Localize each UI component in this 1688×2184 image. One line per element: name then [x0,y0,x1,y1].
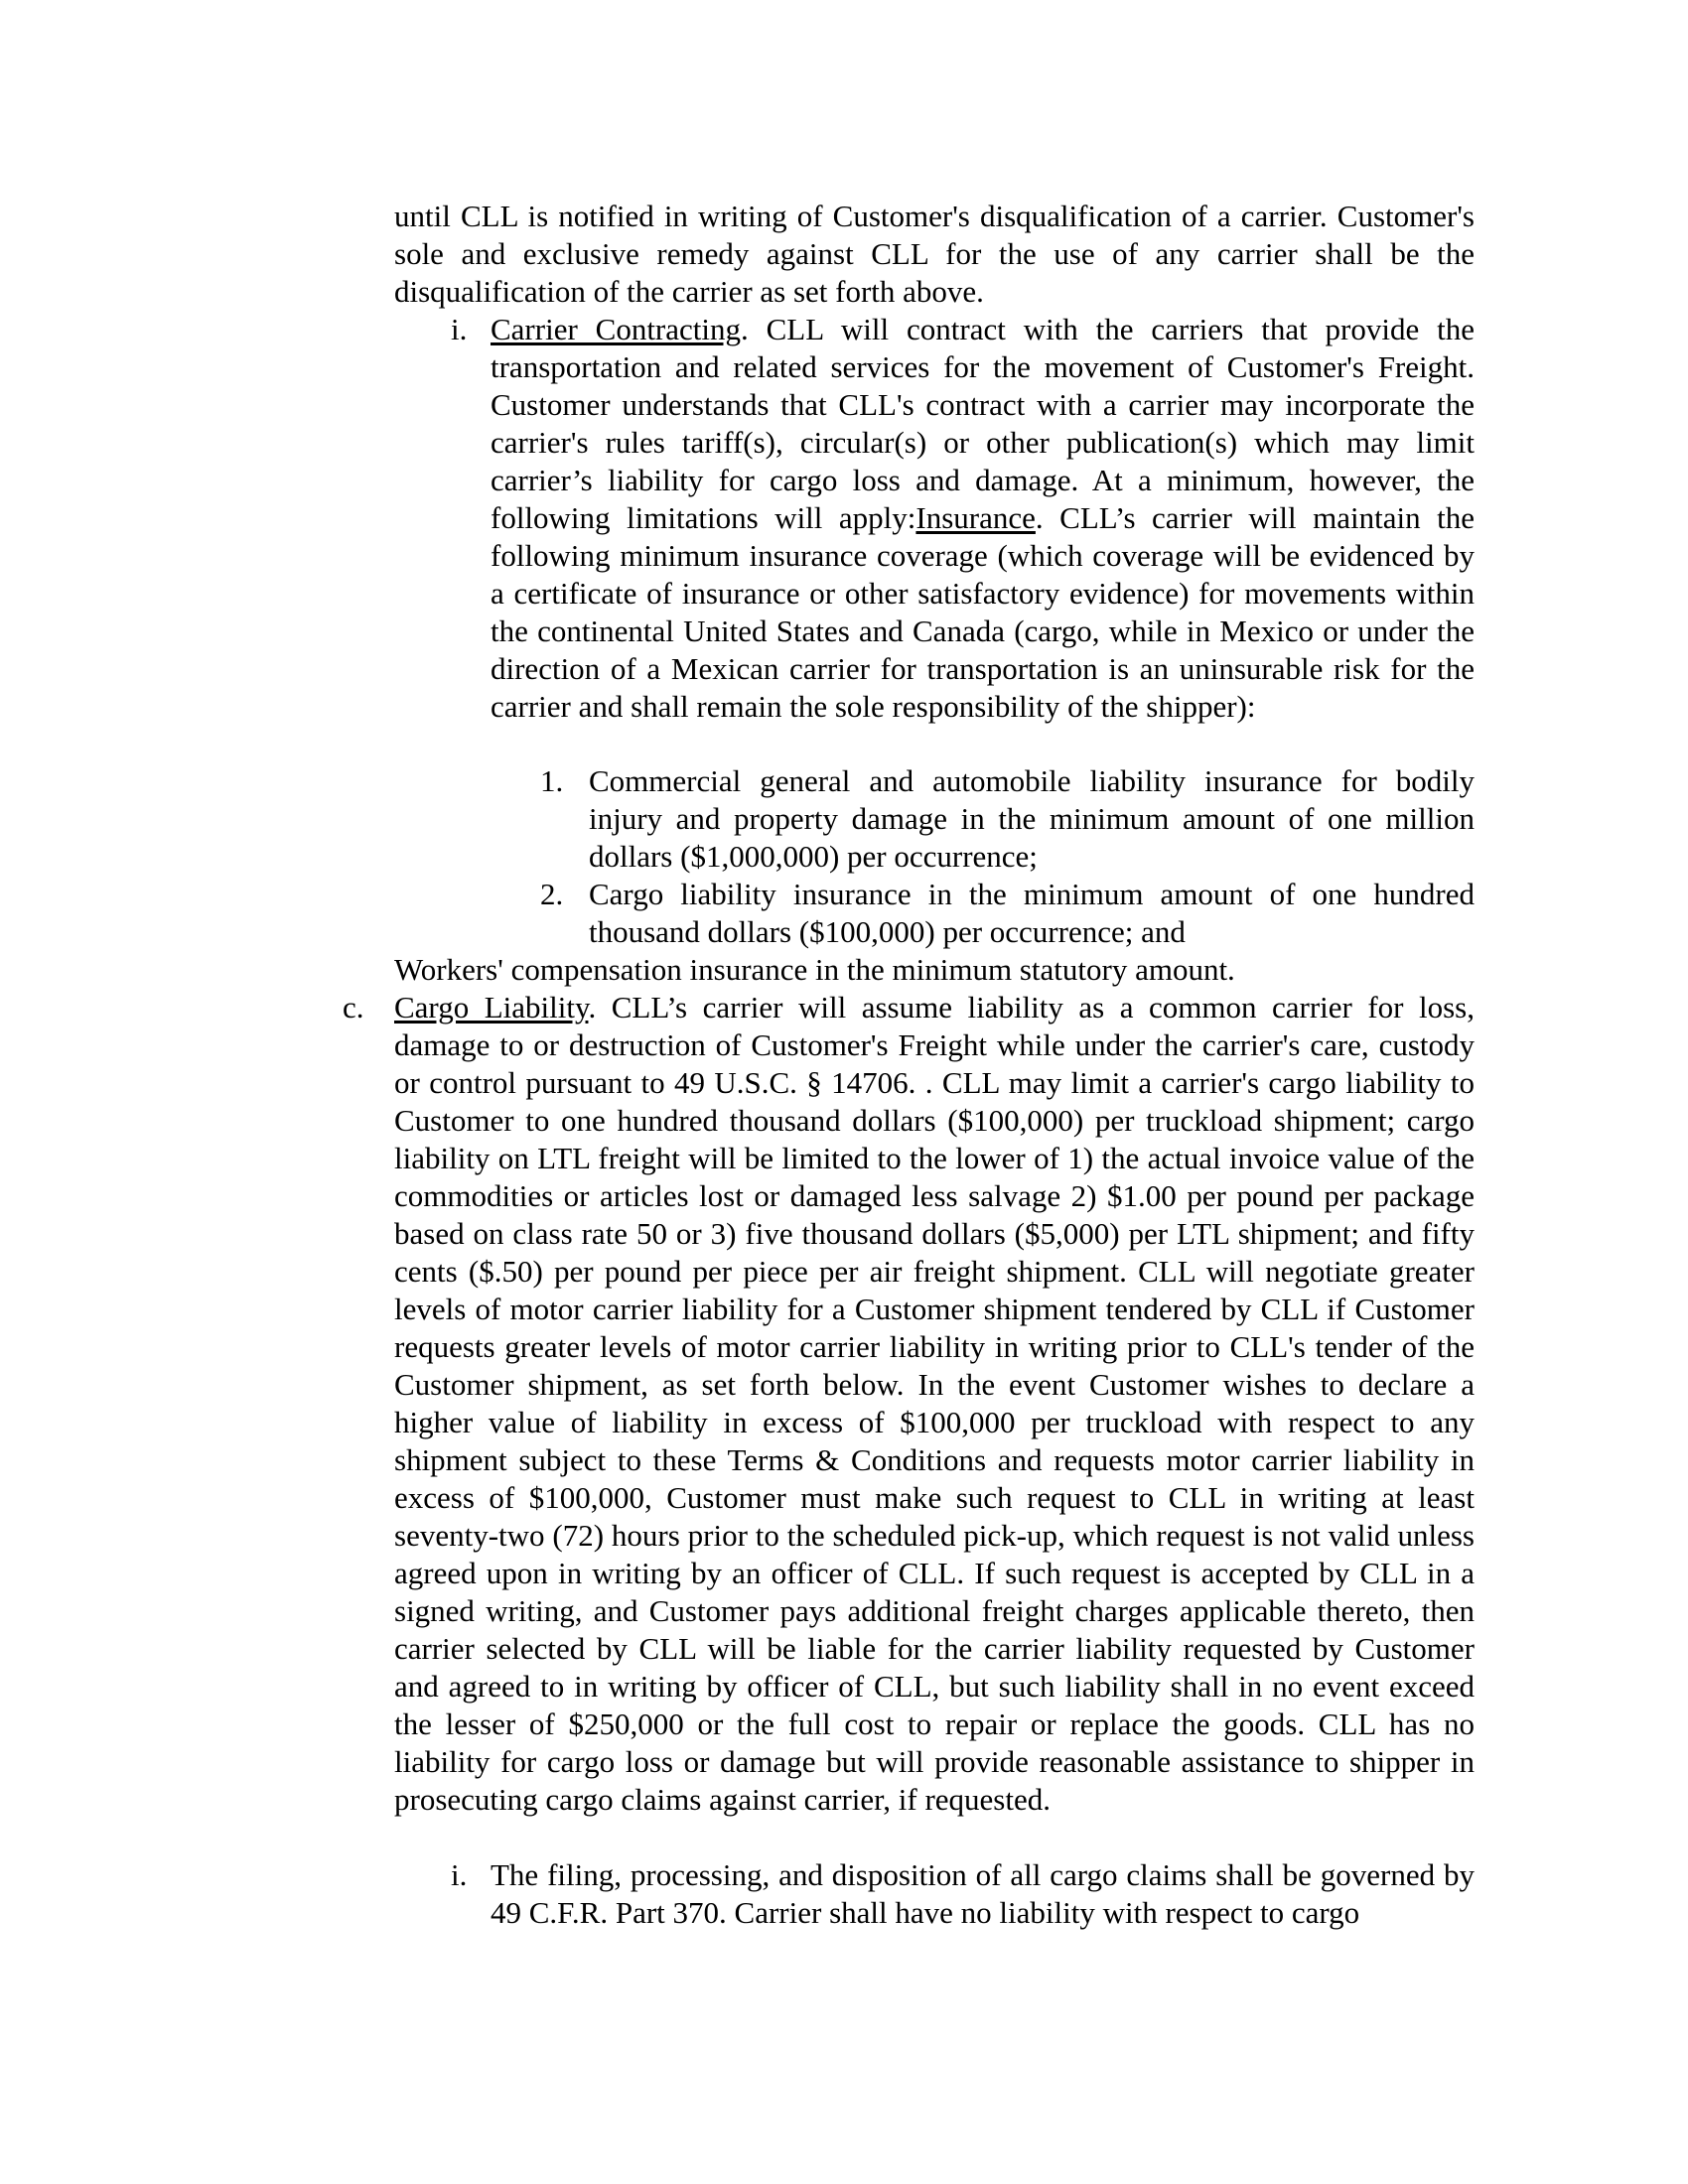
list-item-general-liability [540,762,1475,876]
continued-paragraph: until CLL is notified in writing of Customer's disqualification of a carrier. Customer's sole and exclusive remedy against CLL for the use of any carrier shall be the disqualification of the carrier as set forth above. [394,199,1475,309]
list-marker: 2. [540,877,564,911]
list-marker: i. [451,312,468,346]
list-item-cargo-claims [451,1856,1475,1932]
list-marker: 1. [540,763,564,798]
cargo-claims-text: The filing, processing, and disposition of all cargo claims shall be governed by 49 C.F.R. Part 370. Carrier shall have no liability with respect to cargo [491,1857,1475,1930]
cargo-liability-text: . CLL’s carrier will assume liability as a common carrier for loss, damage to or destruction of Customer's Freight while under the carrier's care, custody or control pursuant to 49 U.S.C. § 14706. . CLL may limit a carrier's cargo liability to Customer to one hundred thousand dollars ($100,000) per truckload shipment; cargo liability on LTL freight will be limited to the lower of 1) the actual invoice value of the commodities or articles lost or damaged less salvage 2) $1.00 per pound per package based on class rate 50 or 3) five thousand dollars ($5,000) per LTL shipment; and fifty cents ($.50) per pound per piece per air freight shipment. CLL will negotiate greater levels of motor carrier liability for a Customer shipment tendered by CLL if Customer requests greater levels of motor carrier liability in writing prior to CLL's tender of the Customer shipment, as set forth below. In the event Customer wishes to declare a higher value of liability in excess of $100,000 per truckload with respect to any shipment subject to these Terms & Conditions and requests motor carrier liability in excess of $100,000, Customer must make such request to CLL in writing at least seventy-two (72) hours prior to the scheduled pick-up, which request is not valid unless agreed upon in writing by an officer of CLL. If such request is accepted by CLL in a signed writing, and Customer pays additional freight charges applicable thereto, then carrier selected by CLL will be liable for the carrier liability requested by Customer and agreed to in writing by officer of CLL, but such liability shall in no event exceed the lesser of $250,000 or the full cost to repair or replace the goods. CLL has no liability for cargo loss or damage but will provide reasonable assistance to shipper in prosecuting cargo claims against carrier, if requested. [394,990,1475,1817]
insurance-text: . CLL’s carrier will maintain the following minimum insurance coverage (which coverage will be evidenced by a certificate of insurance or other satisfactory evidence) for movements within the continental United States and Canada (cargo, while in Mexico or under the direction of a Mexican carrier for transportation is an uninsurable risk for the carrier and shall remain the sole responsibility of the shipper): [491,500,1476,724]
general-liability-text: Commercial general and automobile liability insurance for bodily injury and property damage in the minimum amount of one million dollars ($1,000,000) per occurrence; [589,763,1475,874]
carrier-contracting-text: . CLL will contract with the carriers that provide the transportation and related services for the movement of Customer's Freight. Customer understands that CLL's contract with a carrier may incorporate the carrier's rules tariff(s), circular(s) or other publication(s) which may limit carrier’s liability for cargo loss and damage. At a minimum, however, the following limitations will apply: [491,312,1475,535]
cargo-insurance-text: Cargo liability insurance in the minimum amount of one hundred thousand dollars ($100,000) per occurrence; and [589,877,1475,949]
list-marker: i. [451,1857,468,1892]
workers-compensation-line: Workers' compensation insurance in the minimum statutory amount. [394,952,1235,987]
list-item-cargo-insurance [540,876,1475,951]
carrier-contracting-heading: Carrier Contracting [491,312,742,346]
list-item-cargo-liability [343,989,1475,1819]
list-marker: c. [343,990,364,1024]
cargo-liability-heading: Cargo Liability [394,990,589,1024]
list-item-carrier-contracting [451,311,1476,726]
insurance-heading: Insurance [915,500,1036,535]
